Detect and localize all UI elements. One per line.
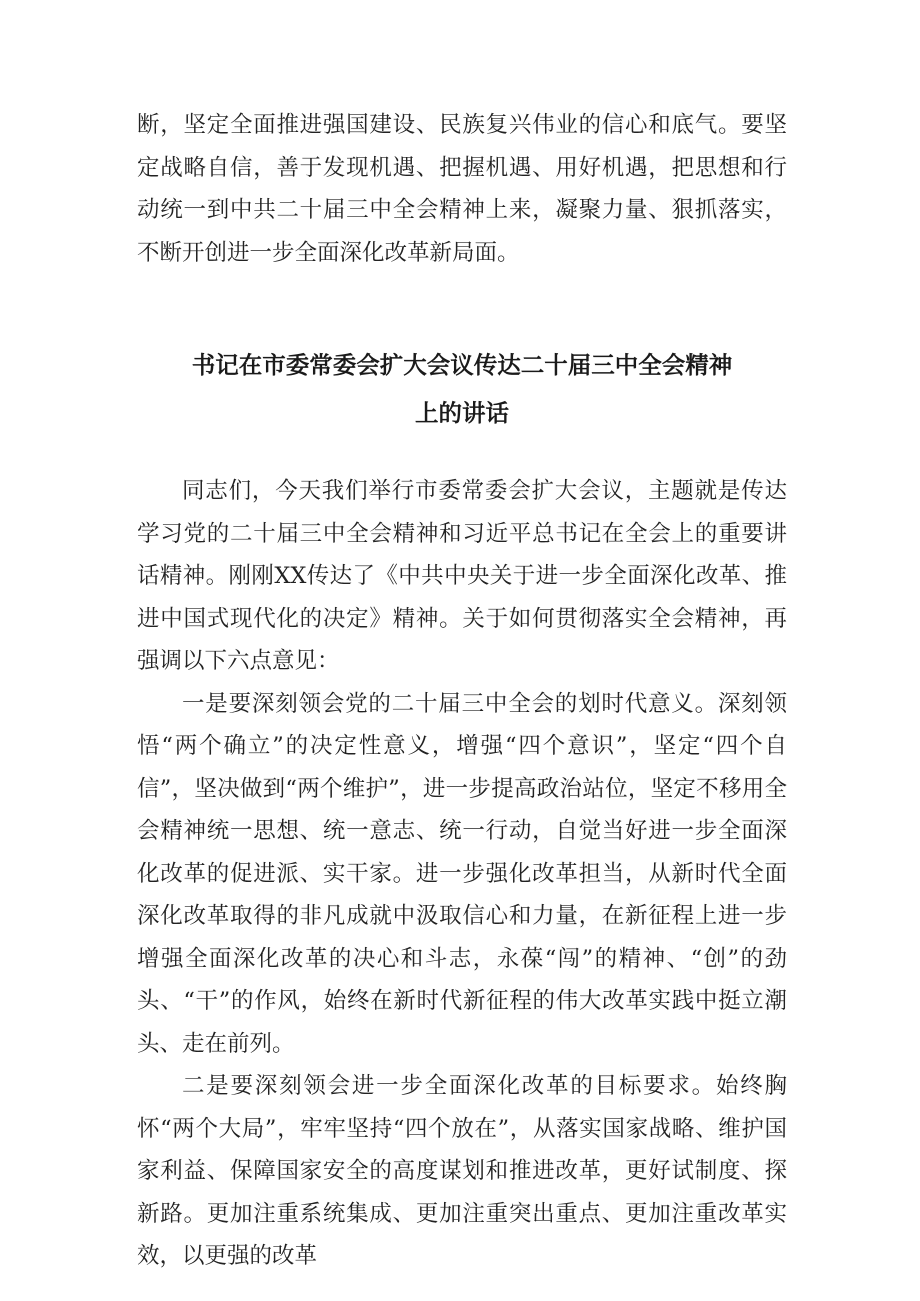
title-line-2: 上的讲话 [415,399,509,427]
continuation-paragraph: 断，坚定全面推进强国建设、民族复兴伟业的信心和底气。要坚定战略自信，善于发现机遇、把握机遇、用好机遇，把思想和行动统一到中共二十届三中全会精神上来，凝聚力量、狠抓落实，不断开创进一步全面深化改革新局面。 [137,112,787,266]
speech-title [137,341,787,437]
paragraph-point-one: 一是要深刻领会党的二十届三中全会的划时代意义。深刻领悟“两个确立”的决定性意义，增强“四个意识”，坚定“四个自信”，坚决做到“两个维护”，进一步提高政治站位，坚定不移用全会精神统一思想、统一意志、统一行动，自觉当好进一步全面深化改革的促进派、实干家。进一步强化改革担当，从新时代全面深化改革取得的非凡成就中汲取信心和力量，在新征程上进一步增强全面深化改革的决心和斗志，永葆“闯”的精神、“创”的劲头、“干”的作风，始终在新时代新征程的伟大改革实践中挺立潮头、走在前列。 [137,690,787,1057]
title-line-1: 书记在市委常委会扩大会议传达二十届三中全会精神 [191,351,733,379]
paragraph-point-two: 二是要深刻领会进一步全面深化改革的目标要求。始终胸怀“两个大局”，牢牢坚持“四个放在”，从落实国家战略、维护国家利益、保障国家安全的高度谋划和推进改革，更好试制度、探新路。更加注重系统集成、更加注重突出重点、更加注重改革实效，以更强的改革 [137,1073,787,1269]
paragraph-opening: 同志们，今天我们举行市委常委会扩大会议，主题就是传达学习党的二十届三中全会精神和习近平总书记在全会上的重要讲话精神。刚刚XX传达了《中共中央关于进一步全面深化改革、推进中国式现代化的决定》精神。关于如何贯彻落实全会精神，再强调以下六点意见： [137,478,787,674]
speech-body [137,470,787,1278]
